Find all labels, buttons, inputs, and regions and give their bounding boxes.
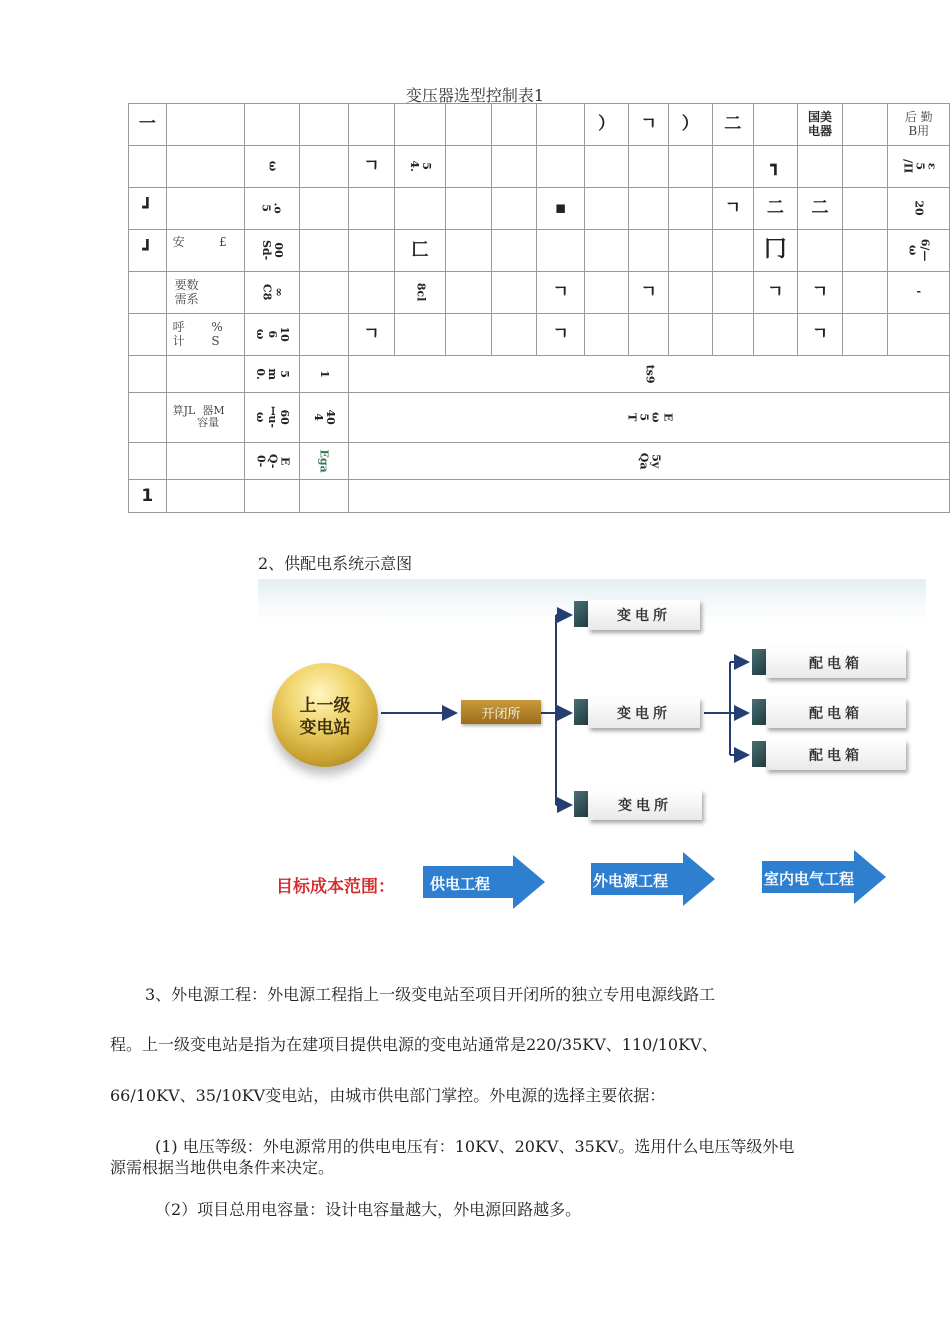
cell-text: ┛ bbox=[142, 198, 153, 219]
table-cell bbox=[584, 104, 629, 146]
distribution-box-node-1: 配电箱 bbox=[766, 648, 906, 678]
table-row bbox=[129, 230, 950, 272]
substation-node-top: 变电所 bbox=[588, 600, 700, 630]
cell-text: 1 bbox=[141, 485, 154, 506]
cell-text: 匚 bbox=[411, 240, 429, 261]
cell-text: 60 ꟷu- ω bbox=[253, 406, 292, 429]
table-cell bbox=[668, 104, 712, 146]
arrow-label-external-power: 外电源工程 bbox=[593, 873, 669, 890]
cell-text: 5 4. bbox=[407, 160, 434, 173]
cell-text: ω bbox=[266, 161, 280, 172]
section-3-paragraph-line3: 66/10KV、35/10KV变电站，由城市供电部门掌控。外电源的选择主要依据： bbox=[110, 1086, 666, 1105]
item-1-line2: 源需根据当地供电条件来决定。 bbox=[110, 1158, 335, 1177]
cell-text: 呼 % 计 S bbox=[172, 320, 223, 348]
substation-node-bottom: 变电所 bbox=[588, 790, 702, 820]
section-3-paragraph-line2: 程。上一级变电站是指为在建项目提供电源的变电站通常是220/35KV、110/10KV、 bbox=[110, 1035, 718, 1054]
cell-text: 算JL 器M 容量 bbox=[172, 404, 225, 430]
cell-text: 二 bbox=[766, 198, 784, 219]
cell-text: ㄱ bbox=[767, 282, 784, 303]
table-row bbox=[129, 188, 950, 230]
cell-text: E Q- 0- bbox=[253, 453, 292, 469]
switch-station-node: 开闭所 bbox=[461, 700, 541, 724]
cell-text: 国美 电器 bbox=[807, 110, 832, 138]
distribution-box-node-2: 配电箱 bbox=[766, 698, 906, 728]
cell-text: 二 bbox=[724, 114, 742, 135]
cell-text: ㄱ bbox=[811, 282, 829, 303]
cell-text: 二 bbox=[811, 198, 829, 219]
cell-text: 8cl bbox=[413, 283, 427, 302]
arrow-label-power-supply: 供电工程 bbox=[430, 876, 491, 893]
node-tab bbox=[752, 649, 766, 675]
item-1-line1: (1) 电压等级：外电源常用的供电电压有：10KV、20KV、35KV。选用什么电压等级外电 bbox=[155, 1137, 795, 1156]
cell-text: E ω 5 T bbox=[625, 412, 675, 423]
cell-text: 要数 需系 bbox=[174, 278, 199, 306]
node-tab bbox=[752, 741, 766, 767]
cell-text: ㄱ bbox=[363, 324, 380, 345]
cell-text: ┓ bbox=[770, 156, 781, 177]
cell-text: 安 £ bbox=[172, 235, 227, 249]
cell-text: ） bbox=[598, 114, 616, 135]
cell-text: ㄱ bbox=[552, 282, 569, 303]
node-tab bbox=[574, 791, 588, 817]
cell-text: ts9 bbox=[643, 364, 657, 384]
cell-text: .o 5 bbox=[259, 202, 286, 215]
substation-node-mid: 变电所 bbox=[588, 698, 700, 728]
cell-text: ∞ C8 bbox=[259, 284, 286, 301]
cell-text: ┛ bbox=[142, 240, 153, 261]
cell-text: ▪ bbox=[554, 198, 567, 219]
node-tab bbox=[752, 699, 766, 725]
table-row bbox=[129, 272, 950, 314]
section-3-paragraph-line1: 3、外电源工程：外电源工程指上一级变电站至项目开闭所的独立专用电源线路工 bbox=[145, 985, 716, 1004]
table-row bbox=[129, 356, 950, 393]
cell-text: 5 m 0. bbox=[253, 368, 292, 380]
cell-text: ㄱ bbox=[811, 324, 829, 345]
cell-text: ㄱ bbox=[724, 198, 741, 219]
power-supply-diagram bbox=[258, 579, 926, 919]
upper-substation-line1: 上一级 bbox=[299, 696, 351, 716]
cell-text: 冂 bbox=[764, 237, 787, 263]
table-cell bbox=[129, 104, 167, 146]
upper-substation-label bbox=[272, 695, 378, 739]
cell-text: 20 bbox=[912, 200, 926, 217]
table-cell bbox=[712, 104, 754, 146]
table-row bbox=[129, 104, 950, 146]
table-row bbox=[129, 442, 950, 479]
cell-text: ） bbox=[681, 114, 699, 135]
table-cell bbox=[629, 104, 669, 146]
cell-text: 6/— ω bbox=[906, 239, 932, 262]
cell-text: 00 Sd- bbox=[259, 240, 286, 261]
table-cell bbox=[797, 104, 843, 146]
cell-text: 5y Qa bbox=[637, 452, 663, 470]
cell-text: 后 勤 B用 bbox=[904, 110, 933, 138]
table-row bbox=[129, 314, 950, 356]
cell-text: ㄱ bbox=[552, 324, 569, 345]
node-tab bbox=[574, 601, 588, 627]
cell-text: 1 bbox=[318, 370, 332, 378]
table-title: 变压器选型控制表1 bbox=[405, 86, 545, 105]
table-row bbox=[129, 393, 950, 442]
cell-text: - bbox=[916, 285, 922, 299]
item-2: （2）项目总用电容量：设计电容量越大，外电源回路越多。 bbox=[155, 1200, 582, 1219]
arrow-label-indoor-electrical: 室内电气工程 bbox=[764, 871, 855, 888]
table-row bbox=[129, 146, 950, 188]
node-tab bbox=[574, 699, 588, 725]
cost-scope-label: 目标成本范围： bbox=[276, 877, 395, 896]
cell-text: ㄱ bbox=[640, 114, 657, 135]
upper-substation-line2: 变电站 bbox=[299, 718, 351, 738]
table-cell bbox=[888, 104, 950, 146]
cell-text: 40 4 bbox=[311, 409, 338, 426]
cell-text: ㄱ bbox=[363, 156, 380, 177]
cell-text: Ega bbox=[318, 449, 332, 473]
cell-text: 10 6 ω bbox=[253, 326, 292, 343]
cell-text: ㄱ bbox=[640, 282, 657, 303]
cell-text: 一 bbox=[138, 114, 156, 135]
transformer-selection-table bbox=[128, 103, 950, 513]
cell-text: ε 5 /II bbox=[900, 159, 938, 174]
table-row bbox=[129, 479, 950, 512]
section-2-heading: 2、供配电系统示意图 bbox=[258, 554, 413, 573]
distribution-box-node-3: 配电箱 bbox=[766, 740, 906, 770]
